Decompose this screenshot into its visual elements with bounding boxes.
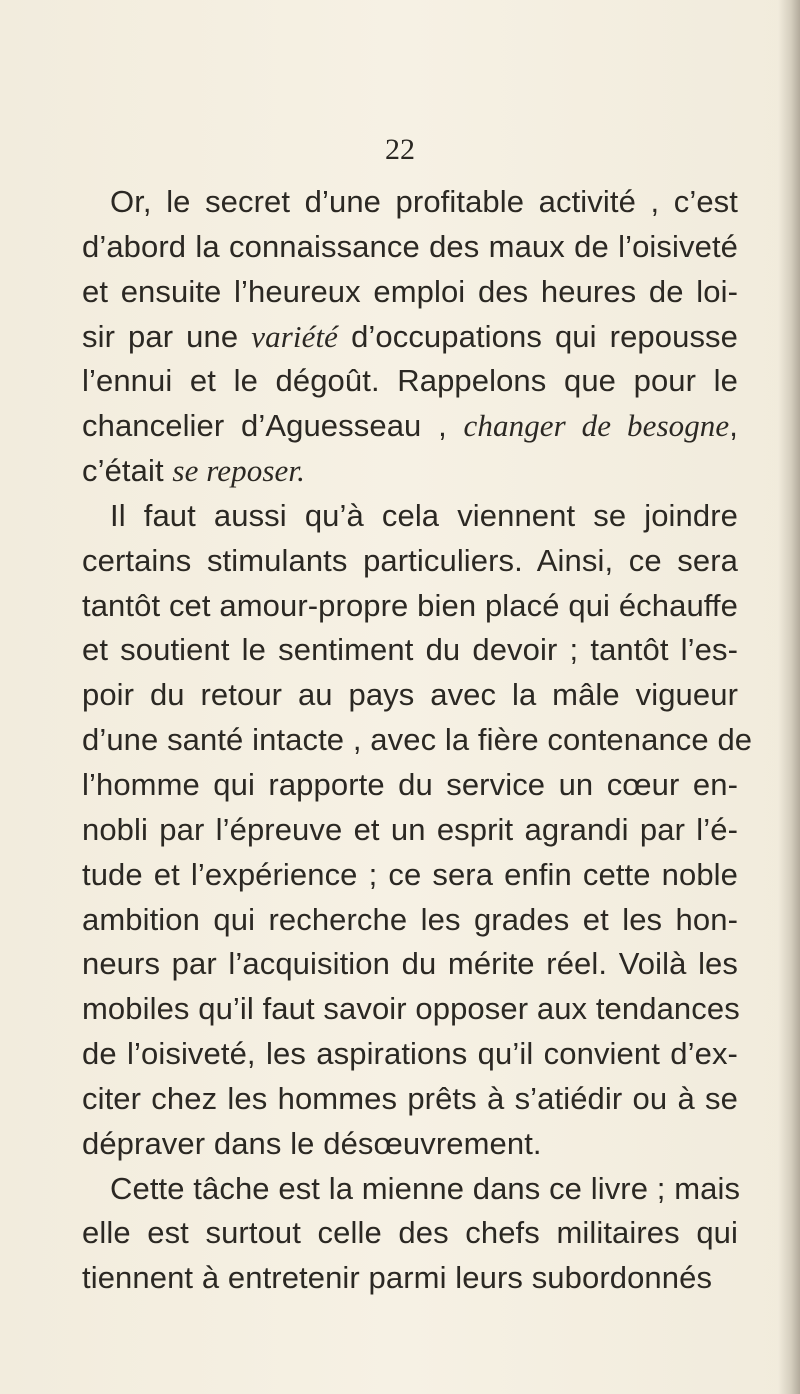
text-line — [82, 359, 738, 404]
text-run: tantôt cet amour-propre bien placé qui échauffe — [82, 587, 738, 623]
text-line — [82, 628, 738, 673]
text-line — [82, 1032, 738, 1077]
text-run: l’ennui et le dégoût. Rappelons que pour le — [82, 363, 738, 399]
text-run: d’occupations qui repousse — [338, 318, 738, 354]
text-run: mobiles qu’il faut savoir opposer aux tendances — [82, 991, 740, 1027]
text-run: d’abord la connaissance des maux de l’oisiveté — [82, 228, 738, 264]
text-run: ambition qui recherche les grades et les hon- — [82, 901, 738, 937]
text-line — [82, 1122, 738, 1167]
text-line — [82, 180, 738, 225]
text-line — [82, 853, 738, 898]
text-line — [82, 225, 738, 270]
text-run: chancelier d’Aguesseau , — [82, 408, 464, 444]
text-line — [82, 1211, 738, 1256]
text-run: sir par une — [82, 318, 252, 354]
paragraph — [82, 180, 738, 494]
text-run: de l’oisiveté, les aspirations qu’il convient d’ex- — [82, 1036, 738, 1072]
text-line — [82, 584, 738, 629]
text-run: l’homme qui rapporte du service un cœur en- — [82, 766, 738, 802]
text-line — [82, 987, 738, 1032]
text-run: Cette tâche est la mienne dans ce livre ; mais — [110, 1170, 741, 1206]
text-line — [82, 404, 738, 449]
text-line — [82, 1167, 741, 1212]
text-line — [82, 449, 738, 494]
text-line — [82, 808, 738, 853]
text-run: c’était — [82, 453, 173, 489]
text-run: d’une santé intacte , avec la fière contenance de — [82, 722, 753, 758]
text-line — [82, 315, 738, 360]
italic-text: variété — [251, 318, 339, 354]
text-run: , — [729, 408, 738, 444]
text-run: neurs par l’acquisition du mérite réel. Voilà les — [82, 946, 738, 982]
paragraph — [82, 494, 753, 1167]
text-run: elle est surtout celle des chefs militaires qui — [82, 1215, 738, 1251]
text-run: citer chez les hommes prêts à s’atiédir ou à se — [82, 1080, 738, 1116]
page-number: 22 — [385, 133, 415, 166]
text-line — [82, 942, 738, 987]
text-line — [82, 539, 738, 584]
text-run: et ensuite l’heureux emploi des heures de loi- — [82, 273, 738, 309]
text-run: poir du retour au pays avec la mâle vigueur — [82, 677, 738, 713]
text-line — [82, 494, 738, 539]
text-line — [82, 1077, 738, 1122]
text-run: tiennent à entretenir parmi leurs subordonnés — [82, 1260, 713, 1296]
text-line — [82, 763, 738, 808]
paragraph — [82, 1167, 741, 1302]
text-line — [82, 1256, 738, 1301]
text-line — [82, 718, 753, 763]
text-run: et soutient le sentiment du devoir ; tantôt l’es- — [82, 632, 738, 668]
italic-text: se reposer. — [172, 453, 305, 489]
text-run: certains stimulants particuliers. Ainsi, ce sera — [82, 542, 738, 578]
text-line — [82, 673, 738, 718]
italic-text: changer de besogne — [463, 408, 730, 444]
page-edge-shadow — [778, 0, 800, 1394]
text-line — [82, 898, 738, 943]
body-text — [82, 180, 753, 1301]
text-line — [82, 270, 738, 315]
text-run: Il faut aussi qu’à cela viennent se joindre — [110, 497, 738, 533]
text-run: nobli par l’épreuve et un esprit agrandi par l’é- — [82, 811, 738, 847]
text-run: Or, le secret d’une profitable activité , c’est — [110, 184, 738, 219]
text-run: dépraver dans le désœuvrement. — [82, 1125, 542, 1161]
text-run: tude et l’expérience ; ce sera enfin cette noble — [82, 856, 738, 892]
